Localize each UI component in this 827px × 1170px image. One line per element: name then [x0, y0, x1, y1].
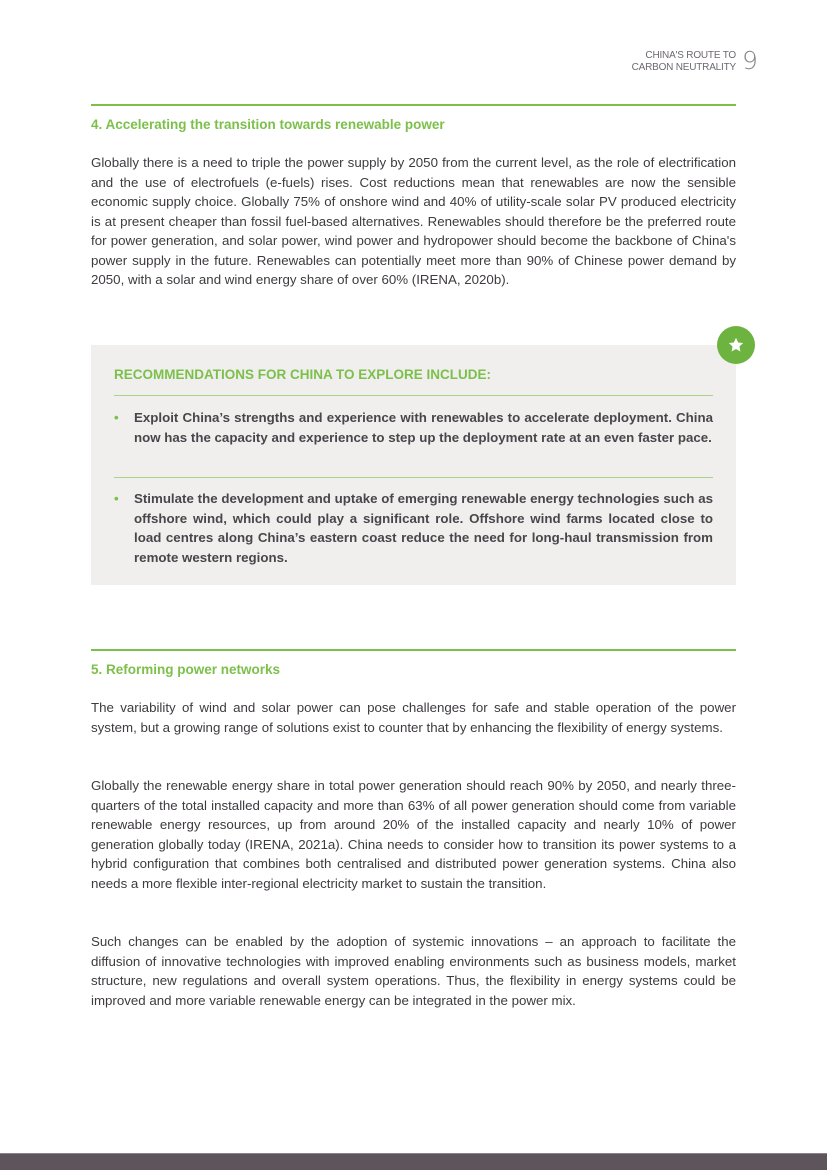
- bullet-icon: •: [114, 491, 119, 506]
- recommendations-divider: [114, 395, 713, 396]
- header-line-2: CARBON NEUTRALITY: [631, 62, 736, 73]
- recommendation-item-1: [114, 408, 713, 447]
- section-5-title: 5. Reforming power networks: [91, 662, 281, 677]
- page-number: 9: [742, 46, 758, 75]
- recommendation-text: Exploit China’s strengths and experience with renewables to accelerate deployment. China now has the capacity and experience to step up the deployment rate at an even faster pace.: [134, 410, 713, 445]
- recommendations-item-divider: [114, 477, 713, 478]
- section-4-paragraph: Globally there is a need to triple the power supply by 2050 from the current level, as the role of electrification and the use of electrofuels (e-fuels) rises. Cost reductions mean that renewables are now the sensible economic supply choice. Globally 75% of onshore wind and 40% of utility-scale solar PV produced electricity is at present cheaper than fossil fuel-based alternatives. Renewables should therefore be the preferred route for power generation, and solar power, wind power and hydropower should become the backbone of China's power supply in the future. Renewables can potentially meet more than 90% of Chinese power demand by 2050, with a solar and wind energy share of over 60% (IRENA, 2020b).: [91, 155, 736, 287]
- section-4-title: 4. Accelerating the transition towards renewable power: [91, 117, 445, 132]
- footer-bar: [0, 1153, 827, 1170]
- recommendations-title: RECOMMENDATIONS FOR CHINA TO EXPLORE INCLUDE:: [114, 367, 492, 382]
- running-header: [632, 50, 736, 74]
- bullet-icon: •: [114, 410, 119, 425]
- recommendation-text: Stimulate the development and uptake of emerging renewable energy technologies such as offshore wind, which could play a significant role. Offshore wind farms located close to load centres along China’s eastern coast reduce the need for long-haul transmission from remote western regions.: [134, 491, 713, 566]
- section-5-paragraph-1: The variability of wind and solar power can pose challenges for safe and stable operation of the power system, but a growing range of solutions exist to counter that by enhancing the flexibility of energy systems.: [91, 700, 736, 735]
- section-5-paragraph-3: Such changes can be enabled by the adoption of systemic innovations – an approach to facilitate the diffusion of innovative technologies with improved enabling environments such as business models, market structure, new regulations and overall system operations. Thus, the flexibility in energy systems could be improved and more variable renewable energy can be integrated in the power mix.: [91, 934, 736, 1008]
- star-icon: [717, 326, 755, 364]
- recommendations-box: [91, 345, 736, 585]
- recommendation-item-2: [114, 489, 713, 568]
- section-4-divider: [91, 104, 736, 106]
- section-5-paragraph-2: Globally the renewable energy share in total power generation should reach 90% by 2050, and nearly three-quarters of the total installed capacity and more than 63% of all power generation should come from variable renewable energy resources, up from around 20% of the installed capacity and nearly 10% of power generation globally today (IRENA, 2021a). China needs to consider how to transition its power systems to a hybrid configuration that combines both centralised and distributed power generation systems. China also needs a more flexible inter-regional electricity market to sustain the transition.: [91, 778, 736, 891]
- header-line-1: CHINA'S ROUTE TO: [645, 50, 736, 61]
- section-5-divider: [91, 649, 736, 651]
